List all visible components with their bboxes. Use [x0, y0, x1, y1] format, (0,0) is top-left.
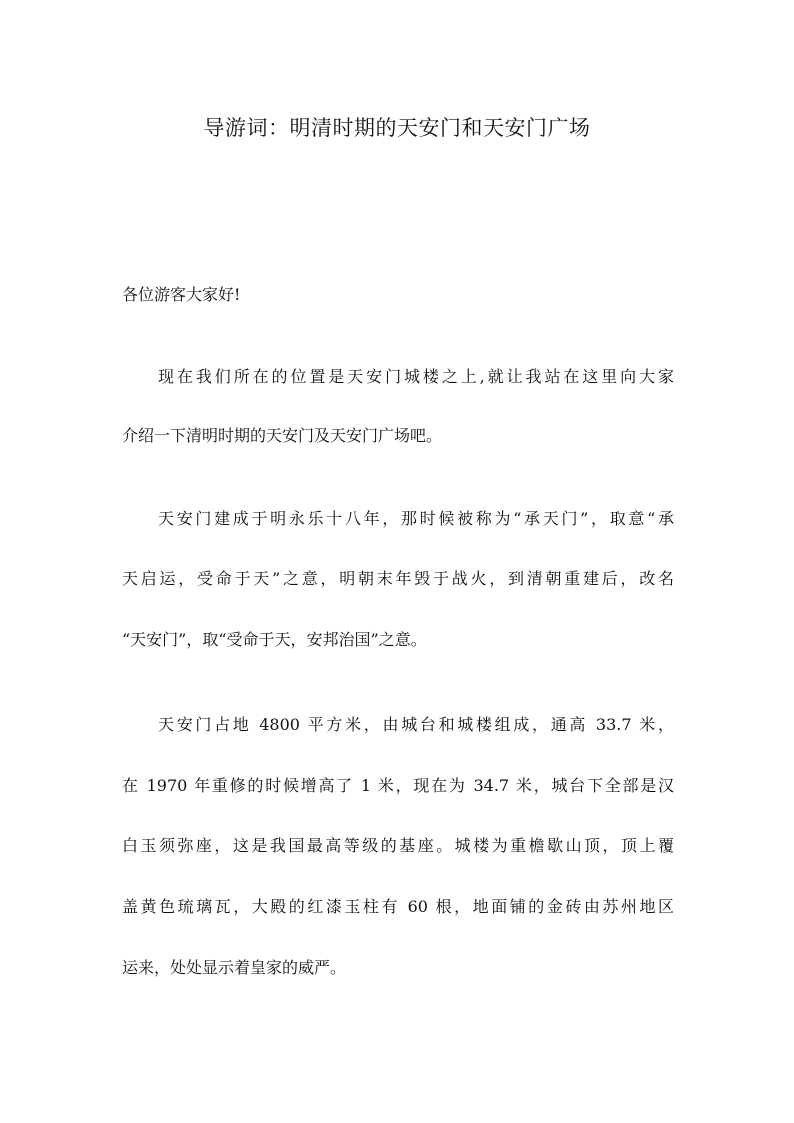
paragraph-3-line-1: 天安门占地 4800 平方米，由城台和城楼组成，通高 33.7 米， — [158, 715, 674, 734]
greeting-text: 各位游客大家好! — [122, 285, 241, 304]
paragraph-2-line-1: 天安门建成于明永乐十八年，那时候被称为“承天门”，取意“承 — [158, 509, 674, 528]
paragraph-3-line-2: 在 1970 年重修的时候增高了 1 米，现在为 34.7 米，城台下全部是汉 — [122, 776, 674, 795]
paragraph-3-line-5: 运来，处处显示着皇家的威严。 — [122, 958, 347, 977]
paragraph-3-line-4: 盖黄色琉璃瓦，大殿的红漆玉柱有 60 根，地面铺的金砖由苏州地区 — [122, 897, 674, 916]
paragraph-1-line-1: 现在我们所在的位置是天安门城楼之上,就让我站在这里向大家 — [158, 367, 674, 386]
paragraph-1-line-2: 介绍一下清明时期的天安门及天安门广场吧。 — [122, 426, 443, 445]
paragraph-2-line-2: 天启运，受命于天”之意，明朝末年毁于战火，到清朝重建后，改名 — [122, 569, 674, 588]
paragraph-3-line-3: 白玉须弥座，这是我国最高等级的基座。城楼为重檐歇山顶，顶上覆 — [122, 836, 674, 855]
paragraph-2-line-3: “天安门”，取“受命于天，安邦治国”之意。 — [122, 630, 427, 649]
page-title: 导游词：明清时期的天安门和天安门广场 — [203, 116, 591, 140]
